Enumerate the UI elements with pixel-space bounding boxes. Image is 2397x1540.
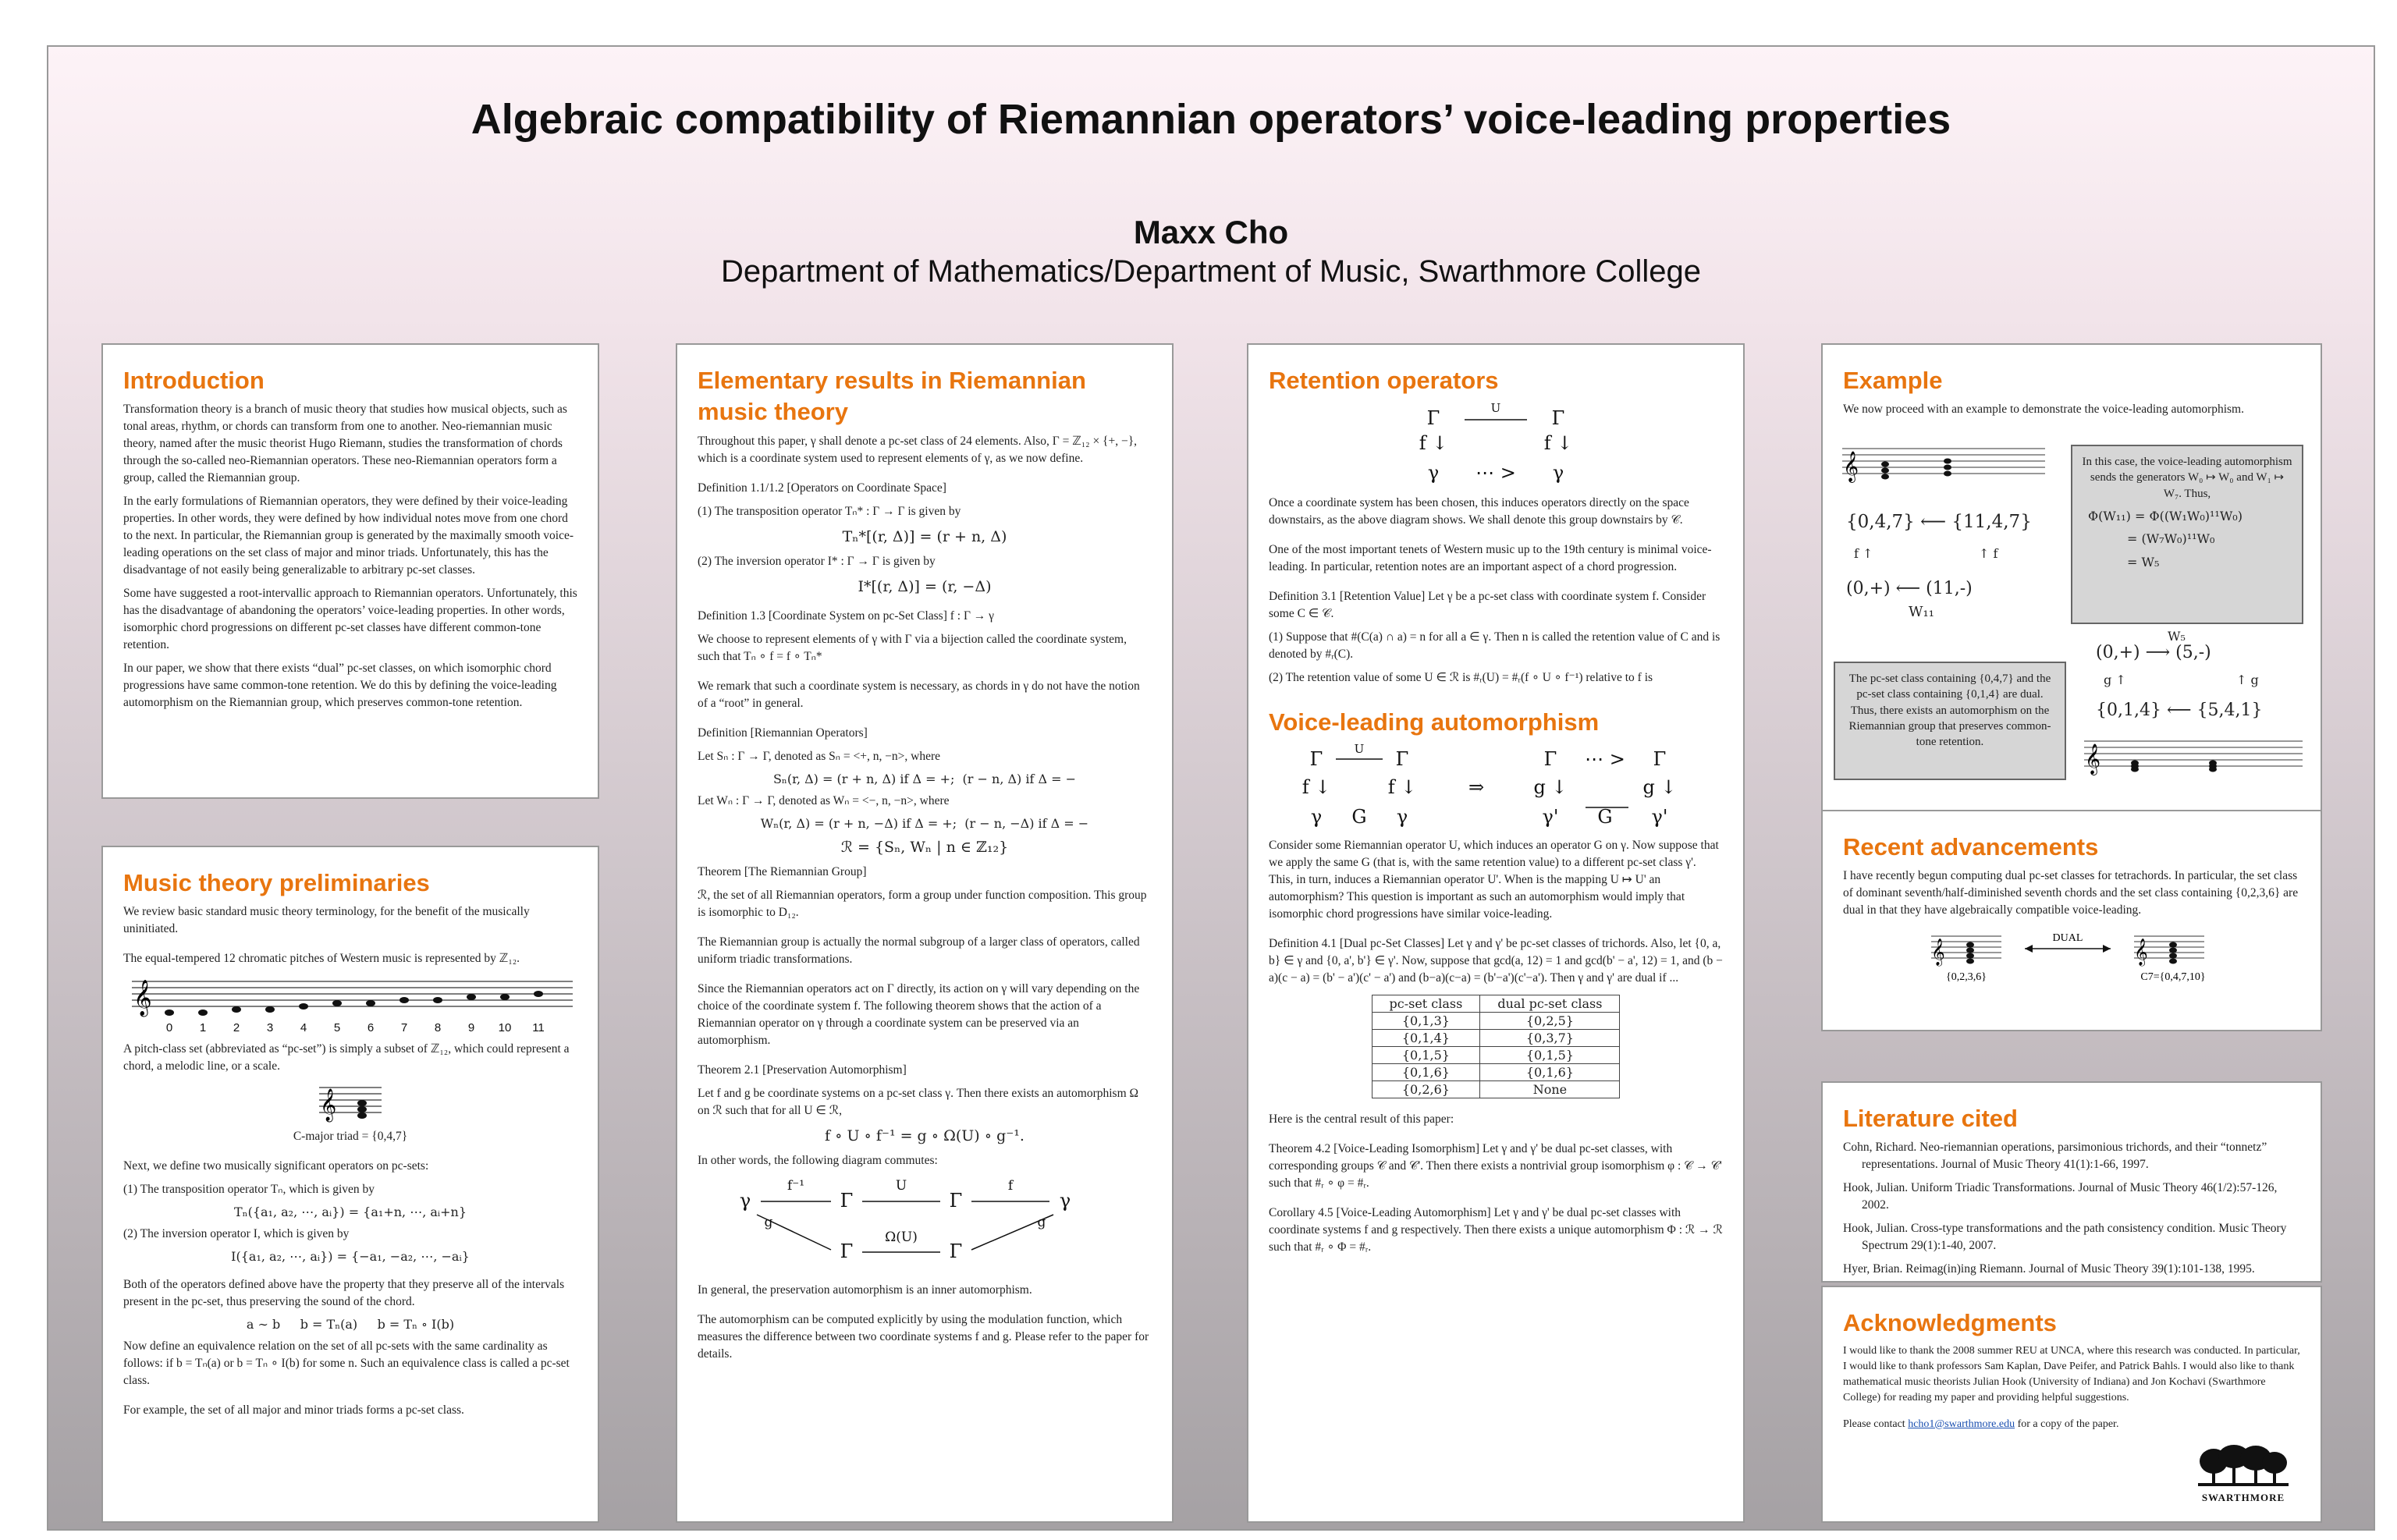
elementary-results-panel: [676, 343, 1174, 1523]
riemannian-set-formula: ℛ = {Sₙ, Wₙ | n ∈ ℤ₁₂}: [840, 838, 1009, 856]
intro-paragraph: Some have suggested a root-intervallic approach to Riemannian operators. Unfortunately, this has the disadvantage of abandoning the operators’ voice-leading properties. In other words, isomorphic chord progressions on different pc-set classes have different common-tone retention.: [123, 587, 577, 652]
tree-logo-icon: [2196, 1444, 2290, 1488]
svg-text:Γ: Γ: [1551, 407, 1565, 430]
retention-paragraph: One of the most important tenets of Western music up to the 19th century is minimal voice-leading. In particular, retention notes are an important aspect of a chord progression.: [1269, 543, 1712, 574]
example-heading: Example: [1843, 367, 1943, 394]
pitch-number: 5: [333, 1021, 341, 1035]
operator-label: W₁₁: [1909, 604, 1934, 620]
pitch-number: 4: [300, 1021, 307, 1035]
preservation-formula: f ∘ U ∘ f⁻¹ = g ∘ Ω(U) ∘ g⁻¹.: [825, 1127, 1024, 1144]
definition-label: Definition 1.1/1.2 [Operators on Coordinate Space]: [698, 481, 946, 495]
introduction-heading: Introduction: [123, 367, 265, 394]
svg-text:f⁻¹: f⁻¹: [787, 1177, 805, 1194]
svg-text:f ↓: f ↓: [1543, 432, 1573, 455]
svg-text:Γ: Γ: [1653, 747, 1667, 770]
definition-label: Definition [Riemannian Operators]: [698, 726, 868, 740]
tetrachord-label: C7={0,4,7,10}: [2140, 971, 2206, 984]
svg-text:f: f: [1007, 1177, 1014, 1194]
corollary-label: Corollary 4.5 [Voice-Leading Automorphism] Let γ and γ' be dual pc-set classes with coordinate systems f and g respectively. Then there exists a unique automorphism Φ : ℛ → ℛ such that #ᵣ ∘ Φ = #ᵣ.: [1269, 1205, 1723, 1254]
svg-text:Γ: Γ: [840, 1240, 854, 1262]
coordinate-label: (5,-): [2175, 643, 2211, 662]
introduction-panel: [101, 343, 599, 799]
voice-paragraph: Here is the central result of this paper:: [1269, 1112, 1454, 1126]
s-operator-formula: Sₙ(r, Δ) = (r + n, Δ) if Δ = +; (r − n, Δ) if Δ = −: [772, 771, 1077, 786]
svg-text:U: U: [895, 1177, 907, 1194]
example-staff-top: [1838, 442, 2049, 481]
svg-text:γ': γ': [1651, 805, 1668, 828]
pitch-number: 7: [400, 1021, 408, 1035]
theorem-label: Theorem 2.1 [Preservation Automorphism]: [698, 1063, 907, 1077]
acknowledgments-paragraph: I would like to thank the 2008 summer REU at UNCA, where this research was conducted. In particular, I would like to thank professors Sam Kaplan, Dave Peifer, and Patrick Bahls. I would also like to thank mathematical music theorists Julian Hook (University of Indiana) and Jon Kochavi (Swarthmore College) for reading my paper and providing helpful suggestions.: [1843, 1345, 2300, 1403]
recent-heading: Recent advancements: [1843, 833, 2099, 860]
svg-text:𝄞: 𝄞: [1931, 939, 1945, 967]
elementary-paragraph: Throughout this paper, γ shall denote a pc-set class of 24 elements. Also, Γ = ℤ₁₂ × {+, −}, which is a coordinate system used to represent elements of γ, as we now define.: [698, 434, 1138, 465]
recent-paragraph: I have recently begun computing dual pc-set classes for tetrachords. In particular, the set class of dominant seventh/half-diminished seventh chords and the set class containing {0,2,3,6} are dual in that they have algebraically compatible voice-leading.: [1843, 869, 2299, 917]
retention-paragraph: (1) Suppose that #(C(a) ∩ a) = n for all a ∈ γ. Then n is called the retention value of C and is denoted by #ᵣ(C).: [1269, 630, 1721, 662]
svg-text:γ: γ: [1310, 805, 1323, 828]
c-major-triad-label: C-major triad = {0,4,7}: [293, 1130, 408, 1144]
theorem-label: Theorem 4.2 [Voice-Leading Isomorphism] Let γ and γ' be dual pc-set classes, with corresponding groups 𝒞 and 𝒞'. Then there exists a nontrivial group isomorphism φ : 𝒞 → 𝒞' such that #ᵣ ∘ φ = #ᵣ.: [1269, 1141, 1722, 1190]
svg-text:𝄞: 𝄞: [2085, 743, 2101, 775]
svg-text:g ↓: g ↓: [1642, 775, 1677, 798]
definition-label: Definition 1.3 [Coordinate System on pc-Set Class] f : Γ → γ: [698, 609, 995, 623]
affiliation: Department of Mathematics/Department of Music, Swarthmore College: [720, 254, 1702, 289]
dual-box: The pc-set class containing {0,4,7} and the pc-set class containing {0,1,4} are dual. Thus, there exists an automorphism on the Riemannian group that preserves common-tone retention.: [1834, 662, 2066, 780]
prelim-paragraph: (1) The transposition operator Tₙ, which is given by: [123, 1183, 375, 1197]
transposition-formula: Tₙ({a₁, a₂, ⋯, aᵢ}) = {a₁+n, ⋯, aᵢ+n}: [233, 1205, 467, 1220]
example-panel: Example We now proceed with an example to demonstrate the voice-leading automorphism. 𝄞 {0,4,7} ⟵ {11,4,7} f ↑ ↑ f (0,+) ⟵ (11,-) W₁₁ In this case, the voice-leading automorphism sends the generators W₀ ↦ W₀ and W₁ ↦ W₇. Thus, Φ(W₁₁) = Φ((W₁W₀)¹¹W₀) = (W₇W₀)¹¹W₀ = W₅ The pc-set class containing {0,4,7} and the pc-set class containing {0,1,4} are dual. Thus, there exists an automorphism on the Riemannian group that preserves common-tone retention. (0,+) ⟶ (5,-) W₅ g ↑ ↑ g {0,1,4} ⟵ {5,4,1} 𝄞: [1821, 343, 2322, 811]
triad-staff: [315, 1081, 385, 1122]
elementary-paragraph: Since the Riemannian operators act on Γ directly, its action on γ will vary depending on the choice of the coordinate system f. The following theorem shows that the action of a Riemannian operator on γ through a coordinate system can be preserved via an automorphism.: [698, 981, 1140, 1047]
svg-text:Ω(U): Ω(U): [885, 1229, 918, 1245]
pitch-number: 1: [199, 1021, 207, 1035]
svg-text:Γ: Γ: [840, 1189, 854, 1212]
prelim-paragraph: The equal-tempered 12 chromatic pitches of Western music is represented by ℤ₁₂.: [123, 952, 520, 966]
automorphism-box: In this case, the voice-leading automorphism sends the generators W₀ ↦ W₀ and W₁ ↦ W₇. Thus, Φ(W₁₁) = Φ((W₁W₀)¹¹W₀) = (W₇W₀)¹¹W₀ = W₅: [2071, 445, 2303, 624]
svg-text:g: g: [764, 1214, 773, 1230]
elementary-paragraph: Let f and g be coordinate systems on a pc-set class γ. Then there exists an automorphism Ω on ℛ such that for all U ∈ ℛ,: [698, 1086, 1139, 1117]
tetrachord-label: {0,2,3,6}: [1946, 971, 1987, 984]
inversion-star-formula: I*[(r, Δ)] = (r, −Δ): [858, 577, 992, 595]
reference-item: Hyer, Brian. Reimag(in)ing Riemann. Journal of Music Theory 39(1):101-138, 1995.: [1843, 1262, 2255, 1276]
voice-leading-heading: Voice-leading automorphism: [1269, 708, 1600, 736]
svg-text:𝄞: 𝄞: [133, 980, 152, 1017]
w-operator-formula: Wₙ(r, Δ) = (r + n, −Δ) if Δ = +; (r − n, −Δ) if Δ = −: [760, 815, 1089, 831]
svg-text:𝄞: 𝄞: [320, 1089, 337, 1122]
elementary-paragraph: ℛ, the set of all Riemannian operators, form a group under function composition. This group is isomorphic to D₁₂.: [698, 888, 1147, 919]
svg-text:Γ: Γ: [1426, 407, 1440, 430]
prelim-paragraph: Next, we define two musically significant operators on pc-sets:: [123, 1159, 429, 1173]
svg-text:f ↓: f ↓: [1387, 775, 1417, 798]
table-header: dual pc-set class: [1480, 995, 1620, 1012]
table-row: {0,1,6} {0,1,6}: [1372, 1063, 1620, 1080]
table-row: {0,1,3} {0,2,5}: [1372, 1012, 1620, 1029]
prelim-paragraph: (2) The inversion operator I, which is given by: [123, 1227, 350, 1241]
elementary-heading: Elementary results in Riemannian music theory: [698, 367, 1086, 426]
prelim-paragraph: Both of the operators defined above have the property that they preserve all of the intervals present in the pc-set, thus preserving the sound of the chord.: [123, 1278, 565, 1309]
definition-label: Definition 3.1 [Retention Value] Let γ be a pc-set class with coordinate system f. Consider some C ∈ 𝒞.: [1269, 590, 1706, 621]
svg-text:γ: γ: [739, 1189, 751, 1212]
pitch-number: 2: [233, 1021, 240, 1035]
inversion-formula: I({a₁, a₂, ⋯, aᵢ}) = {−a₁, −a₂, ⋯, −aᵢ}: [231, 1249, 470, 1265]
svg-text:⋯ >: ⋯ >: [1475, 462, 1516, 484]
table-row: {0,1,4} {0,3,7}: [1372, 1029, 1620, 1046]
transposition-star-formula: Tₙ*[(r, Δ)] = (r + n, Δ): [842, 527, 1007, 545]
svg-text:⋯ >: ⋯ >: [1585, 747, 1625, 770]
svg-text:Γ: Γ: [1543, 747, 1557, 770]
literature-panel: [1821, 1081, 2322, 1283]
svg-text:g ↓: g ↓: [1533, 775, 1568, 798]
pitch-number: 3: [266, 1021, 274, 1035]
acknowledgments-heading: Acknowledgments: [1843, 1309, 2057, 1336]
pitch-number: 11: [532, 1021, 545, 1035]
dual-pc-set-table: [1372, 995, 1621, 1098]
prelim-paragraph: Now define an equivalence relation on the set of all pc-sets with the same cardinality as follows: if b = Tₙ(a) or b = Tₙ ∘ I(b) for some n. Such an equivalence class is called a pc-set class.: [123, 1340, 570, 1388]
coordinate-label: (11,-): [1926, 579, 1973, 598]
svg-text:γ': γ': [1542, 805, 1559, 828]
dual-tetrachord-figure: [1845, 925, 2298, 988]
swarthmore-logo: SWARTHMORE: [2193, 1444, 2294, 1504]
voice-leading-diagram: [1270, 743, 1722, 837]
svg-text:f ↓: f ↓: [1419, 432, 1448, 455]
svg-text:Γ: Γ: [949, 1240, 963, 1262]
music-theory-heading: Music theory preliminaries: [123, 869, 430, 896]
voice-paragraph: Consider some Riemannian operator U, which induces an operator G on γ. Now suppose that we apply the same G (that is, with the same retention value) to a different pc-set class γ'. This, in turn, induces a Riemannian operator U'. When is the mapping U ↦ U' an automorphism? This question is important as such an automorphism would imply that isomorphic chord progressions have similar voice-leading.: [1269, 838, 1719, 921]
svg-text:G: G: [1597, 805, 1613, 828]
chromatic-staff: [124, 974, 577, 1034]
elementary-paragraph: We choose to represent elements of γ with Γ via a bijection called the coordinate system, such that Tₙ ∘ f = f ∘ Tₙ*: [698, 632, 1127, 663]
svg-text:U: U: [1490, 401, 1501, 416]
svg-text:G: G: [1351, 805, 1367, 828]
retention-diagram: [1270, 401, 1722, 495]
elementary-paragraph: In other words, the following diagram commutes:: [698, 1153, 938, 1167]
elementary-paragraph: (1) The transposition operator Tₙ* : Γ → Γ is given by: [698, 504, 961, 518]
svg-text:γ: γ: [1427, 462, 1440, 484]
table-row: {0,2,6} None: [1372, 1080, 1620, 1098]
prelim-paragraph: A pitch-class set (abbreviated as “pc-set”) is simply a subset of ℤ₁₂, which could represent a chord, a melodic line, or a scale.: [123, 1042, 570, 1073]
intro-paragraph: In our paper, we show that there exists “dual” pc-set classes, on which isomorphic chord progressions have same common-tone retention. We do this by defining the voice-leading automorphism on the Riemannian group, which preserves common-tone retention.: [123, 662, 557, 710]
svg-text:𝄞: 𝄞: [1843, 451, 1859, 482]
elementary-paragraph: We remark that such a coordinate system is necessary, as chords in γ do not have the notion of a “root” in general.: [698, 679, 1140, 710]
poster-title: Algebraic compatibility of Riemannian operators’ voice-leading properties: [471, 96, 1951, 143]
svg-text:f ↓: f ↓: [1301, 775, 1331, 798]
pc-set-label: {11,4,7}: [1951, 512, 2032, 532]
email-link[interactable]: hcho1@swarthmore.edu: [1908, 1418, 2015, 1430]
pitch-number: 6: [367, 1021, 375, 1035]
equivalence-formula: a ∼ b b = Tₙ(a) b = Tₙ ∘ I(b): [246, 1317, 455, 1332]
author-name: Maxx Cho: [1133, 214, 1289, 250]
music-theory-panel: [101, 846, 599, 1523]
coordinate-label: (0,+): [1846, 579, 1891, 598]
elementary-paragraph: (2) The inversion operator I* : Γ → Γ is given by: [698, 554, 936, 568]
retention-heading: Retention operators: [1269, 367, 1499, 394]
prelim-paragraph: For example, the set of all major and minor triads forms a pc-set class.: [123, 1403, 464, 1418]
svg-text:⇒: ⇒: [1468, 775, 1485, 798]
poster: [47, 45, 2375, 1531]
elementary-paragraph: Let Wₙ : Γ → Γ, denoted as Wₙ = <−, n, −n>, where: [698, 793, 950, 807]
retention-panel: [1247, 343, 1745, 1523]
prelim-paragraph: We review basic standard music theory terminology, for the benefit of the musically uninitiated.: [123, 905, 530, 936]
svg-text:Γ: Γ: [1309, 747, 1323, 770]
contact-line: Please contact hcho1@swarthmore.edu for a copy of the paper.: [1843, 1418, 2119, 1430]
coordinate-label: (0,+): [2096, 643, 2140, 662]
pitch-number: 10: [498, 1021, 512, 1035]
elementary-paragraph: The Riemannian group is actually the normal subgroup of a larger class of operators, called uniform triadic transformations.: [698, 935, 1140, 966]
retention-paragraph: (2) The retention value of some U ∈ ℛ is #ᵣ(U) = #ᵣ(f ∘ U ∘ f⁻¹) relative to f is: [1269, 671, 1653, 685]
table-row: {0,1,5} {0,1,5}: [1372, 1046, 1620, 1063]
svg-text:γ: γ: [1059, 1189, 1071, 1212]
svg-text:g: g: [1037, 1214, 1046, 1230]
literature-heading: Literature cited: [1843, 1105, 2018, 1132]
example-staff-bottom: [2080, 735, 2306, 774]
definition-label: Definition 4.1 [Dual pc-Set Classes] Let γ and γ' be pc-set classes of trichords. Also, let {0, a, b} ∈ γ and {0, a', b'} ∈ γ'. Now, suppose that gcd(a, 12) = 1 and gcd(b' − a', 12) = 1, and (b − a)(c − a) = (b' − a')(c' − a') and (b−a)(c−a) = (b'−a')(c'−a'). Then γ and γ' are dual if ...: [1269, 936, 1723, 985]
dual-label: DUAL: [2052, 932, 2083, 945]
elementary-paragraph: In general, the preservation automorphism is an inner automorphism.: [698, 1283, 1032, 1297]
pitch-number: 9: [467, 1021, 475, 1035]
table-header: pc-set class: [1372, 995, 1480, 1012]
reference-item: Hook, Julian. Uniform Triadic Transformations. Journal of Music Theory 46(1/2):57-126, 2002.: [1843, 1181, 2278, 1212]
theorem-label: Theorem [The Riemannian Group]: [698, 864, 867, 878]
svg-text:Γ: Γ: [1395, 747, 1409, 770]
pitch-number: 0: [165, 1021, 173, 1035]
pc-set-label: {0,1,4}: [2096, 701, 2161, 720]
operator-label: W₅: [2168, 629, 2186, 644]
retention-paragraph: Once a coordinate system has been chosen, this induces operators directly on the space downstairs, as the above diagram shows. We shall denote this group downstairs by 𝒞.: [1269, 496, 1689, 527]
reference-item: Hook, Julian. Cross-type transformations and the path consistency condition. Music Theory Spectrum 29(1):1-40, 2007.: [1843, 1222, 2287, 1253]
reference-item: Cohn, Richard. Neo-riemannian operations, parsimonious trichords, and their “tonnetz” representations. Journal of Music Theory 41(1):1-66, 1997.: [1843, 1141, 2267, 1172]
svg-text:γ: γ: [1396, 805, 1408, 828]
commutative-diagram: [698, 1176, 1151, 1269]
elementary-paragraph: Let Sₙ : Γ → Γ, denoted as Sₙ = <+, n, −n>, where: [698, 749, 941, 763]
svg-text:U: U: [1354, 741, 1365, 756]
pc-set-label: {5,4,1}: [2196, 701, 2263, 720]
svg-text:γ: γ: [1552, 462, 1564, 484]
pc-set-label: {0,4,7}: [1846, 512, 1915, 532]
intro-paragraph: Transformation theory is a branch of music theory that studies how musical objects, such as tonal areas, rhythm, or chords can transform from one to another. Neo-riemannian music theory, named after the music theorist Hugo Riemann, studies the transformation of chords through the so-called neo-Riemannian operators. These neo-Riemannian operators form a group, called the Riemannian group.: [123, 403, 567, 485]
intro-paragraph: In the early formulations of Riemannian operators, they were defined by their voice-leading properties. In other words, they were defined by how individual notes move from one chord to the next. In particular, the Riemannian group is generated by the maximally smooth voice-leading operations on the set class of major and minor triads. Unfortunately, this has the disadvantage of not easily being generalizable to arbitrary pc-set classes.: [123, 495, 574, 577]
svg-text:𝄞: 𝄞: [2134, 939, 2148, 967]
pitch-number: 8: [434, 1021, 442, 1035]
example-paragraph: We now proceed with an example to demonstrate the voice-leading automorphism.: [1843, 403, 2244, 417]
svg-text:Γ: Γ: [949, 1189, 963, 1212]
elementary-paragraph: The automorphism can be computed explicitly by using the modulation function, which measures the difference between two coordinate systems f and g. Please refer to the paper for details.: [698, 1312, 1149, 1361]
recent-advancements-panel: [1821, 810, 2322, 1031]
acknowledgments-panel: [1821, 1286, 2322, 1523]
